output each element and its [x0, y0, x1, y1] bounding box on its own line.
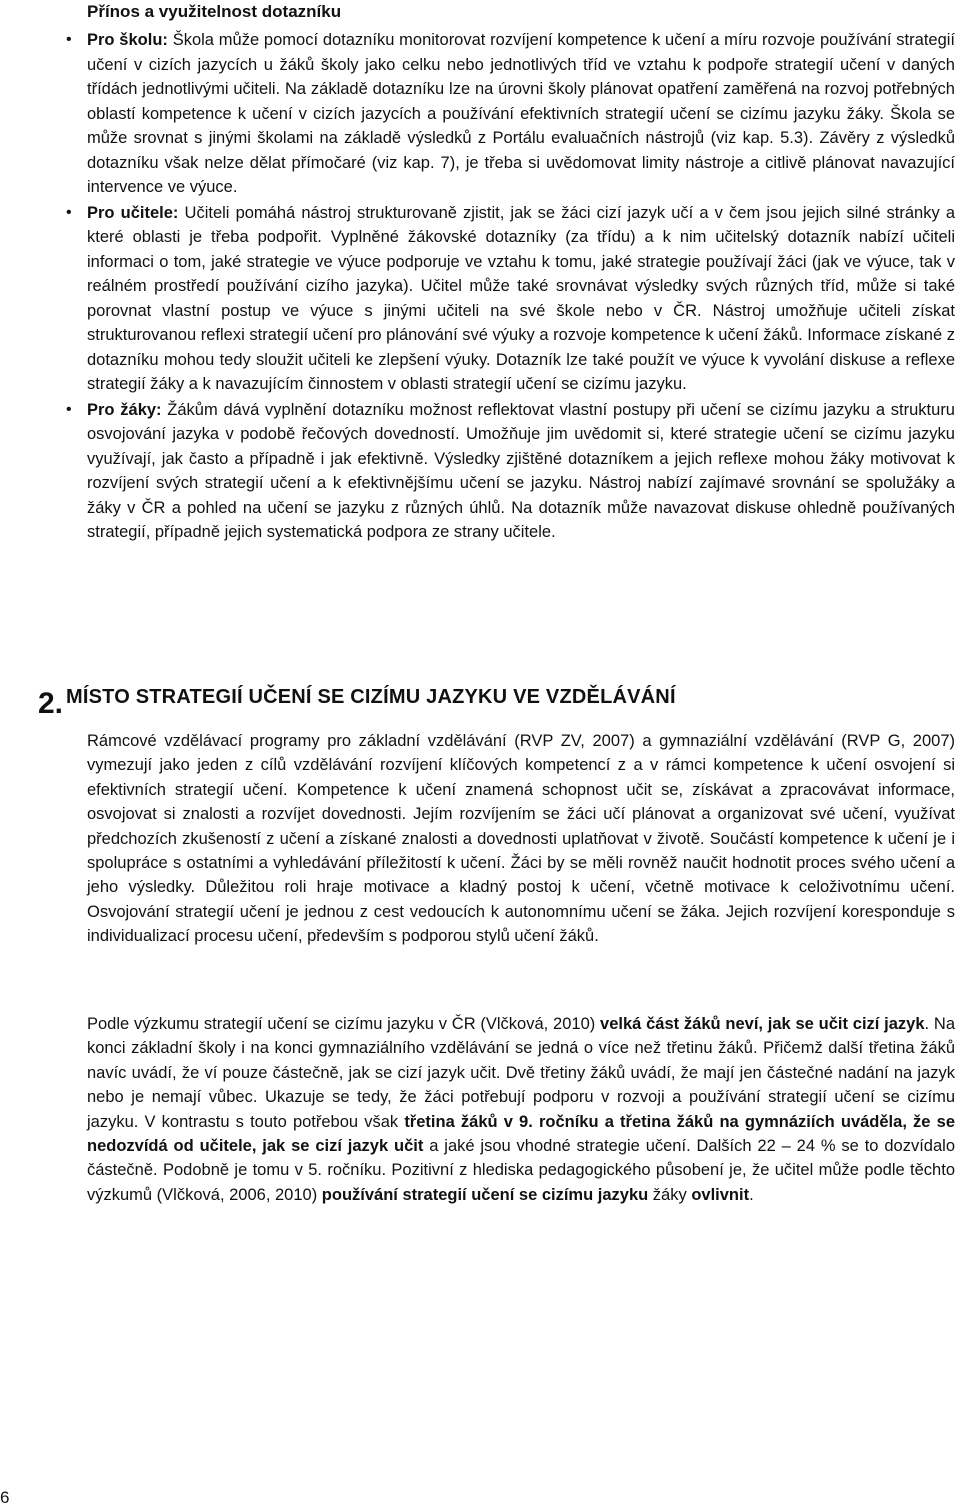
paragraph-text: a jaké jsou vhodné strategie učení. Dalších 22 – 24 % se to dozvídalo částečně. Podobně je tomu v 5. ročníku. Pozitivní z hlediska pedagogického působení je, že učitel může podle těchto výzkumů (Vlčková, 2006, 2010): [87, 1137, 955, 1204]
emphasis-text: třetina žáků v 9. ročníku a třetina žáků na gymnáziích uváděla, že se nedozvídá od učitele, jak se cizí jazyk učit: [87, 1112, 955, 1156]
bullet-icon: •: [66, 31, 72, 48]
benefits-list: [66, 28, 956, 545]
section-heading: Přínos a využitelnost dotazníku: [87, 2, 342, 21]
bullet-label: Pro školu:: [87, 31, 168, 49]
bullet-item-students: [66, 398, 955, 545]
paragraph-text: Podle výzkumu strategií učení se cizímu jazyku v ČR (Vlčková, 2010): [87, 1015, 601, 1033]
benefits-section: [66, 0, 956, 546]
bullet-icon: •: [66, 400, 72, 418]
bullet-label: Pro žáky:: [87, 400, 162, 419]
emphasis-text: ovlivnit: [691, 1185, 750, 1204]
bullet-text: Učiteli pomáhá nástroj strukturovaně zjistit, jak se žáci cizí jazyk učí a v čem jsou jejich silné stránky a které oblasti je třeba podpořit. Vyplněné žákovské dotazníky (za třídu) a k nim učitelský dotazník nabízí učiteli informaci o tom, jaké strategie ve výuce podporuje ve vztahu k tomu, jaké strategie používají žáci (jak ve výuce, tak v reálném prostředí používání cizího jazyka). Učitel může také srovnávat výsledky svých různých tříd, může si také porovnat vlastní postup ve výuce s jinými učiteli na své škole nebo v ČR. Nástroj umožňuje učiteli získat strukturovanou reflexi strategií učení pro plánování své výuky a rozvoje kompetence k učení žáků. Informace získané z dotazníku mohou tedy sloužit učiteli ke zlepšení výuky. Dotazník lze také použít ve výuce k vyvolání diskuse a reflexe strategií žáky a k navazujícím činnostem v oblasti strategií učení se cizímu jazyku.: [87, 203, 955, 393]
bullet-label: Pro učitele:: [87, 203, 179, 222]
page-number: 6: [0, 1488, 10, 1507]
bullet-item-teacher: [66, 201, 955, 397]
emphasis-text: velká část žáků neví, jak se učit cizí jazyk: [600, 1015, 925, 1033]
chapter-number: 2.: [38, 687, 64, 720]
paragraph-text: . Na konci základní školy i na konci gymnaziálního vzdělávání se jedná o více než třetinu žáků. Přičemž další třetina žáků navíc uvádí, že ví pouze částečně, jak se cizí jazyk učit. Dvě třetiny žáků uvádí, že mají jen částečné nadání na jazyk nebo je nemají vůbec. Ukazuje se tedy, že žáci potřebují podporu v rozvoji a používání strategií učení se cizímu jazyku. V kontrastu s touto potřebou však: [87, 1015, 955, 1131]
bullet-text: Žákům dává vyplnění dotazníku možnost reflektovat vlastní postupy při učení se cizímu jazyku a strukturu osvojování jazyka v podobě řečových dovedností. Umožňuje jim uvědomit si, které strategie učení se cizímu jazyku využívají, jak často a případně i jak efektivně. Výsledky zjištěné dotazníkem a jejich reflexe mohou žáky motivovat k rozvíjení svých strategií učení a k efektivnějšímu učení se jazyku. Nástroj nabízí zajímavé srovnání se spolužáky a žáky v ČR a pohled na učení se jazyku z různých úhlů. Na dotazník může navazovat diskuse ohledně používaných strategií, případně jejich systematická podpora ze strany učitele.: [87, 400, 955, 541]
paragraph-text: žáky: [648, 1185, 692, 1204]
paragraph-rvp: Rámcové vzdělávací programy pro základní vzdělávání (RVP ZV, 2007) a gymnaziální vzdělávání (RVP G, 2007) vymezují jako jeden z cílů vzdělávání rozvíjení klíčových kompetencí z a v rámci kompetence k učení osvojení si efektivních strategií učení. Kompetence k učení znamená schopnost učit se, získávat a zpracovávat informace, osvojovat si znalosti a rozvíjet dovednosti. Jejím rozvíjením se žáci učí plánovat a organizovat své učení, využívat předchozích zkušeností z učení a získané znalosti a dovednosti uplatňovat v životě. Součástí kompetence k učení je i spolupráce s ostatními a vyhledávání příležitostí k učení. Žáci by se měli rovněž naučit hodnotit proces svého učení a jeho výsledky. Důležitou roli hraje motivace a kladný postoj k učení, včetně motivace k celoživotnímu učení. Osvojování strategií učení je jednou z cest vedoucích k autonomnímu učení se žáka. Jejich rozvíjení koresponduje s individualizací procesu učení, především s podporou stylů učení žáků.: [87, 732, 955, 946]
bullet-icon: •: [66, 203, 72, 221]
emphasis-text: používání strategií učení se cizímu jazyku: [321, 1185, 649, 1204]
bullet-item-school: [66, 28, 956, 200]
bullet-text: Škola může pomocí dotazníku monitorovat rozvíjení kompetence k učení a míru rozvoje používání strategií učení v cizích jazycích u žáků školy jako celku nebo jednotlivých tříd ve vztahu k podpoře strategií učení v daných třídách jednotlivými učiteli. Na základě dotazníku lze na úrovni školy plánovat opatření zaměřená na rozvoj potřebných oblastí kompetence k učení v cizích jazycích a používání efektivních strategií učení se cizímu jazyku žáky. Škola se může srovnat s jinými školami na základě výsledků z Portálu evaluačních nástrojů (viz kap. 5.3). Závěry z výsledků dotazníku však nelze dělat přímočaré (viz kap. 7), je třeba si uvědomovat limity nástroje a citlivě plánovat navazující intervence ve výuce.: [87, 31, 956, 196]
chapter-title: MÍSTO STRATEGIÍ UČENÍ SE CIZÍMU JAZYKU VE VZDĚLÁVÁNÍ: [66, 686, 676, 708]
paragraph-text: .: [749, 1185, 754, 1204]
paragraph-research: [87, 1012, 955, 1207]
